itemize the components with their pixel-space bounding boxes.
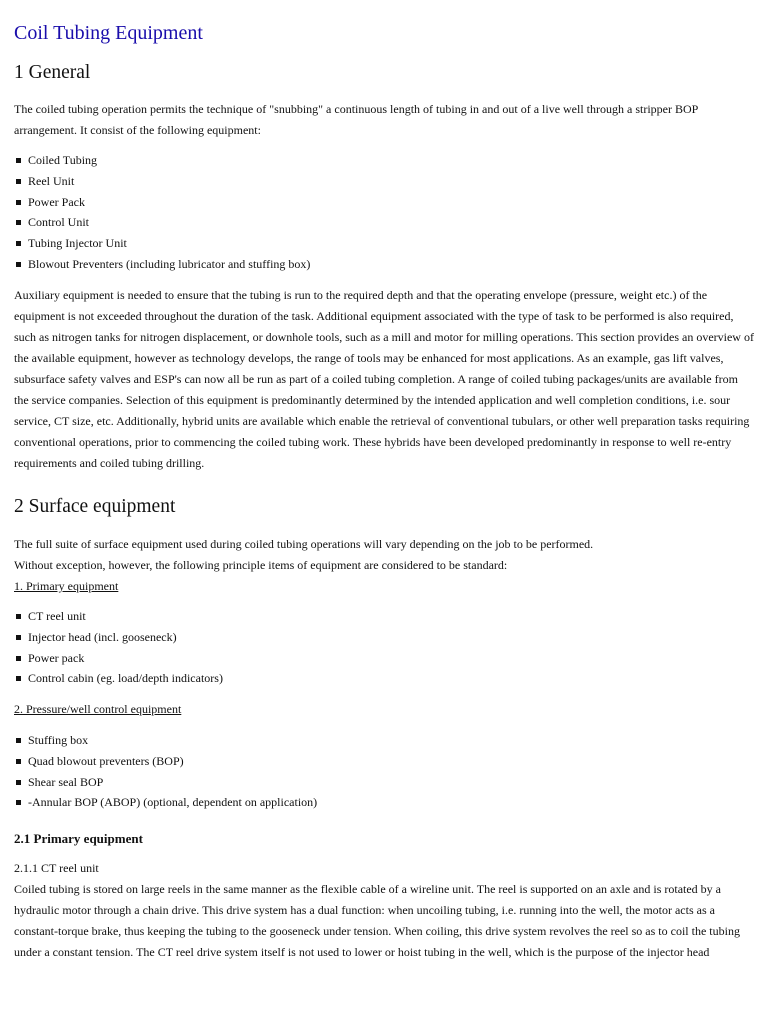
list-item: Shear seal BOP <box>14 772 317 793</box>
list-item: Coiled Tubing <box>14 150 310 171</box>
general-intro-paragraph: The coiled tubing operation permits the technique of "snubbing" a continuous length of tubing in and out of a live well through a stripper BOP arrangement. It consist of the following equipment: <box>14 102 698 137</box>
list-item: Power pack <box>14 648 223 669</box>
list-item: Reel Unit <box>14 171 310 192</box>
list-item: Injector head (incl. gooseneck) <box>14 627 223 648</box>
subsection-heading-primary-equipment: 2.1 Primary equipment <box>14 831 143 846</box>
list-item: Stuffing box <box>14 730 317 751</box>
list-item: Control Unit <box>14 212 310 233</box>
list-item: Tubing Injector Unit <box>14 233 310 254</box>
primary-equipment-list <box>14 606 223 689</box>
surface-intro-line-2: Without exception, however, the following principle items of equipment are considered to be standard: <box>14 558 508 572</box>
pressure-control-label: 2. Pressure/well control equipment <box>14 702 182 716</box>
surface-intro-line-1: The full suite of surface equipment used during coiled tubing operations will vary depending on the job to be performed. <box>14 537 594 551</box>
general-body-paragraph: Auxiliary equipment is needed to ensure that the tubing is run to the required depth and that the operating envelope (pressure, weight etc.) of the equipment is not exceeded throughout the duration of the task. Additional equipment associated with the type of task to be performed is also required, such as nitrogen tanks for nitrogen displacement, or downhole tools, such as a mill and motor for milling operations. This section provides an overview of the available equipment, however as technology develops, the range of tools may be enhanced for most applications. As an example, gas lift valves, subsurface safety valves and ESP's can now all be run as part of a coiled tubing completion. A range of coiled tubing packages/units are available from the service companies. Selection of this equipment is predominantly determined by the intended application and well completion conditions, i.e. sour service, CT size, etc. Additionally, hybrid units are available which enable the retrieval of conventional tubulars, or other well preparation tasks requiring conventional operations, prior to commencing the coiled tubing work. These hybrids have been developed predominantly in response to well re-entry requirements and coiled tubing drilling. <box>14 288 754 470</box>
document-title: Coil Tubing Equipment <box>14 22 203 44</box>
equipment-list <box>14 150 310 275</box>
list-item: CT reel unit <box>14 606 223 627</box>
list-item: Quad blowout preventers (BOP) <box>14 751 317 772</box>
primary-equipment-label: 1. Primary equipment <box>14 579 119 593</box>
list-item: Control cabin (eg. load/depth indicators) <box>14 668 223 689</box>
ct-reel-unit-paragraph: Coiled tubing is stored on large reels in the same manner as the flexible cable of a wireline unit. The reel is supported on an axle and is rotated by a hydraulic motor through a chain drive. This drive system has a dual function: when uncoiling tubing, i.e. running into the well, the motor acts as a constant-torque brake, thus keeping the tubing to the gooseneck under tension. When coiling, this drive system revolves the reel so as to coil the tubing under a constant tension. The CT reel drive system itself is not used to lower or hoist tubing in the well, which is the purpose of the injector head <box>14 882 740 959</box>
subsection-heading-ct-reel-unit: 2.1.1 CT reel unit <box>14 861 99 875</box>
section-heading-general: 1 General <box>14 62 91 83</box>
list-item: Power Pack <box>14 192 310 213</box>
section-heading-surface-equipment: 2 Surface equipment <box>14 496 176 517</box>
list-item: Blowout Preventers (including lubricator and stuffing box) <box>14 254 310 275</box>
pressure-control-list <box>14 730 317 813</box>
list-item: -Annular BOP (ABOP) (optional, dependent on application) <box>14 792 317 813</box>
